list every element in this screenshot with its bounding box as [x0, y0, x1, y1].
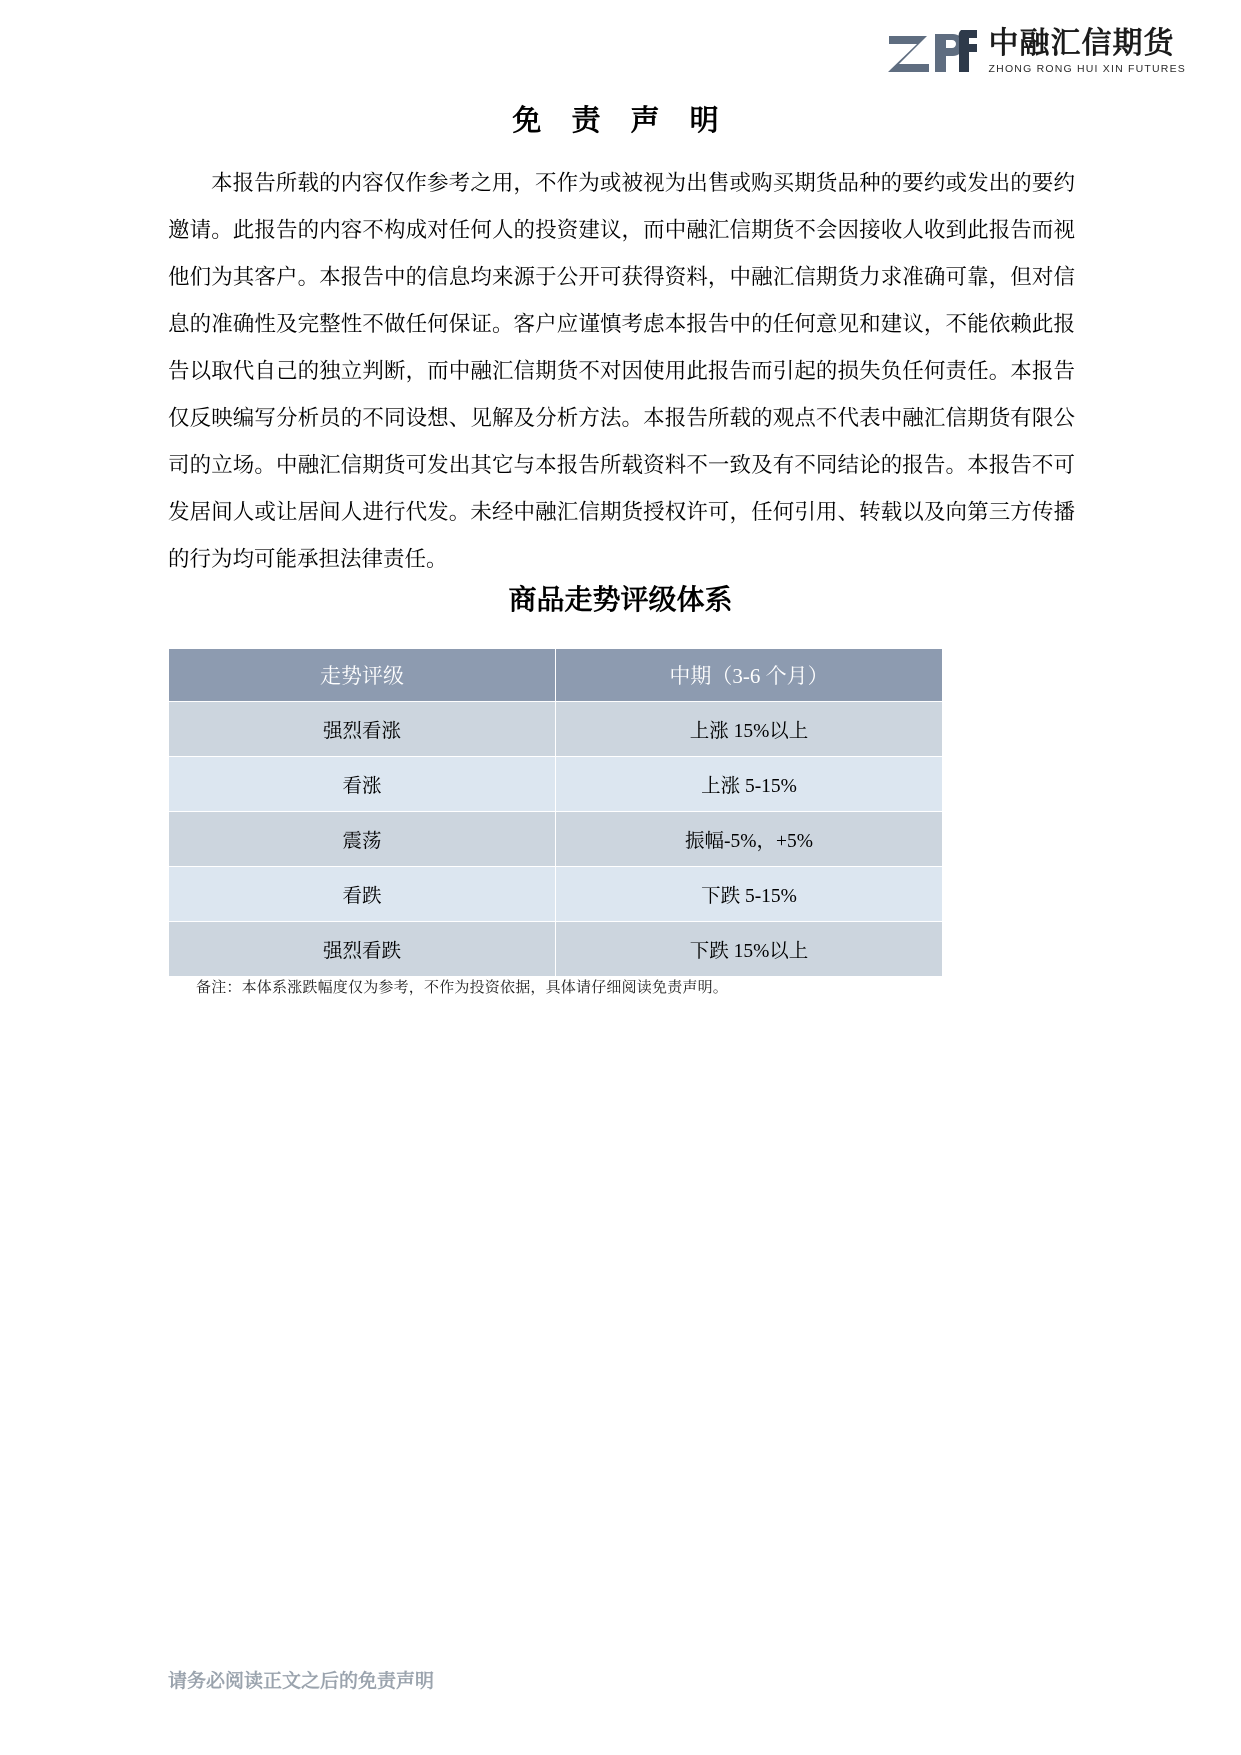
cell-rating: 强烈看涨 [169, 702, 556, 757]
cell-range: 振幅-5%，+5% [556, 812, 943, 867]
table-row [169, 812, 943, 867]
footer-note: 请务必阅读正文之后的免责声明 [168, 1670, 435, 1692]
cell-range: 上涨 15%以上 [556, 702, 943, 757]
cell-rating: 看跌 [169, 867, 556, 922]
disclaimer-text: 本报告所载的内容仅作参考之用，不作为或被视为出售或购买期货品种的要约或发出的要约邀请。此报告的内容不构成对任何人的投资建议，而中融汇信期货不会因接收人收到此报告而视他们为其客户。本报告中的信息均来源于公开可获得资料，中融汇信期货力求准确可靠，但对信息的准确性及完整性不做任何保证。客户应谨慎考虑本报告中的任何意见和建议，不能依赖此报告以取代自己的独立判断，而中融汇信期货不对因使用此报告而引起的损失负任何责任。本报告仅反映编写分析员的不同设想、见解及分析方法。本报告所载的观点不代表中融汇信期货有限公司的立场。中融汇信期货可发出其它与本报告所载资料不一致及有不同结论的报告。本报告不可发居间人或让居间人进行代发。未经中融汇信期货授权许可，任何引用、转载以及向第三方传播的行为均可能承担法律责任。 [168, 171, 1075, 571]
table-body [169, 702, 943, 977]
table-header [169, 649, 943, 702]
cell-rating: 看涨 [169, 757, 556, 812]
cell-range: 上涨 5-15% [556, 757, 943, 812]
rating-table [168, 648, 943, 977]
section-title: 商品走势评级体系 [508, 583, 733, 616]
table-row [169, 867, 943, 922]
brand-name-cn: 中融汇信期货 [988, 26, 1175, 62]
brand-name-en: ZHONG RONG HUI XIN FUTURES [988, 63, 1186, 76]
brand-logo [887, 28, 1186, 76]
zrf-logo-icon [887, 28, 979, 76]
table-row [169, 922, 943, 977]
brand-text [988, 26, 1186, 76]
table-row [169, 757, 943, 812]
column-header-range: 中期（3-6 个月） [556, 649, 943, 702]
table-row [169, 702, 943, 757]
cell-range: 下跌 15%以上 [556, 922, 943, 977]
column-header-rating: 走势评级 [169, 649, 556, 702]
cell-rating: 强烈看跌 [169, 922, 556, 977]
page-title: 免 责 声 明 [512, 103, 729, 137]
table-note: 备注：本体系涨跌幅度仅为参考，不作为投资依据，具体请仔细阅读免责声明。 [196, 978, 729, 996]
cell-rating: 震荡 [169, 812, 556, 867]
cell-range: 下跌 5-15% [556, 867, 943, 922]
table-header-row [169, 649, 943, 702]
